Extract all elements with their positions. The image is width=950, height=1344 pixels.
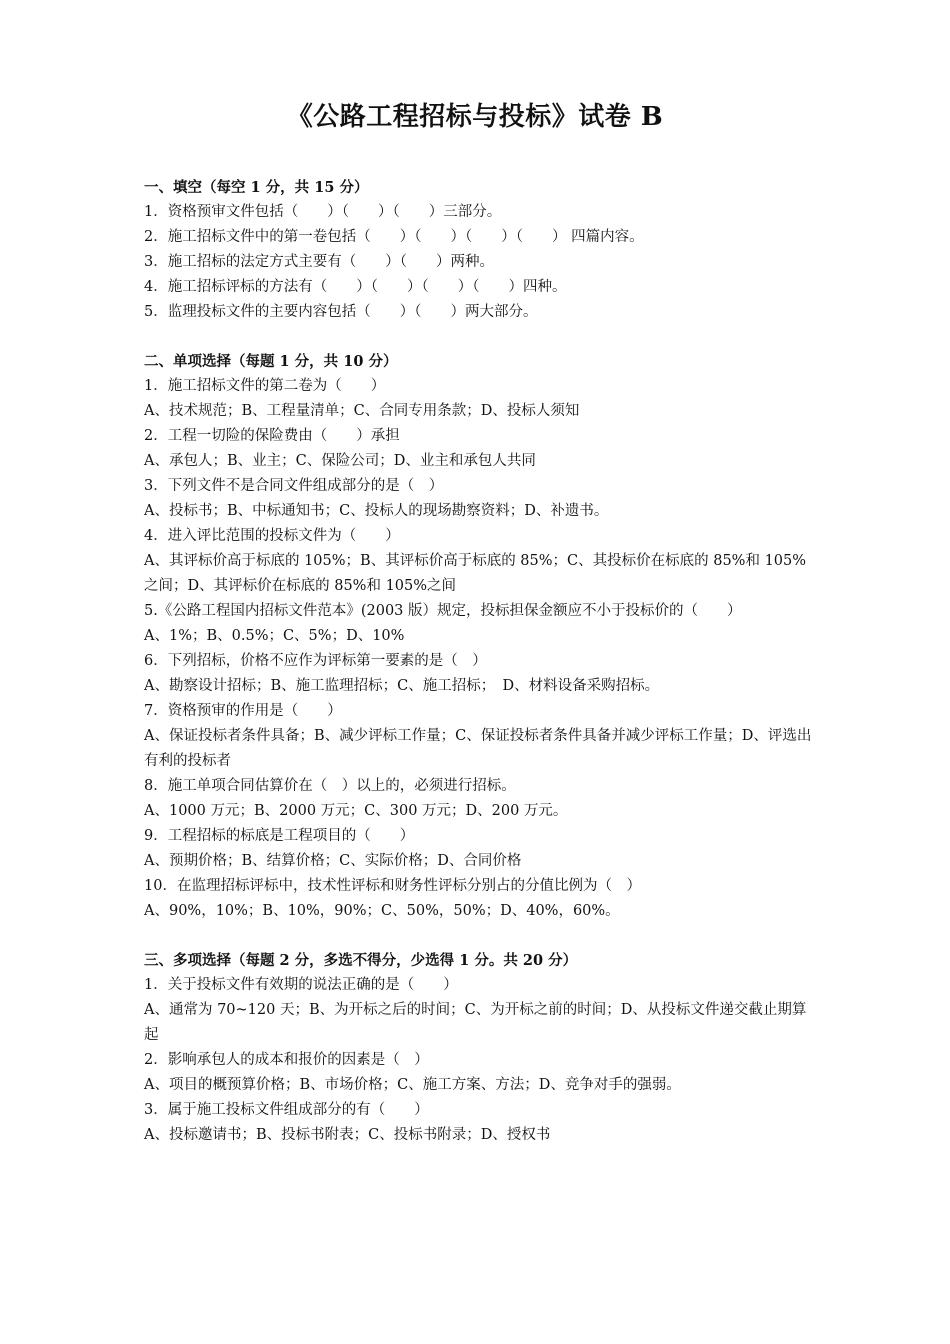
answer-options: A、1%；B、0.5%；C、5%；D、10% [144, 628, 405, 644]
answer-options: A、技术规范；B、工程量清单；C、合同专用条款；D、投标人须知 [144, 403, 580, 419]
question-line: 5．监理投标文件的主要内容包括（ ）（ ）两大部分。 [144, 304, 538, 320]
section-heading: 二、单项选择（每题 1 分，共 10 分） [144, 353, 398, 370]
answer-options: A、通常为 70~120 天；B、为开标之后的时间；C、为开标之前的时间；D、从投标文件递交截止期算起 [144, 1002, 807, 1043]
answer-options: A、承包人；B、业主；C、保险公司；D、业主和承包人共同 [144, 453, 536, 469]
question-line: 3．施工招标的法定方式主要有（ ）（ ）两种。 [144, 254, 494, 270]
answer-options: A、项目的概预算价格；B、市场价格；C、施工方案、方法；D、竞争对手的强弱。 [144, 1077, 681, 1093]
exam-content [144, 175, 816, 1148]
question-line: 9．工程招标的标底是工程项目的（ ） [144, 828, 415, 844]
answer-options: A、预期价格；B、结算价格；C、实际价格；D、合同价格 [144, 853, 522, 869]
section-fill-in-blank [144, 175, 816, 325]
section-single-choice [144, 349, 816, 924]
section-heading: 三、多项选择（每题 2 分，多选不得分，少选得 1 分。共 20 分） [144, 952, 578, 969]
question-line: 2．工程一切险的保险费由（ ）承担 [144, 428, 400, 444]
question-line: 5.《公路工程国内招标文件范本》(2003 版）规定，投标担保金额应不小于投标价的（ ） [144, 603, 742, 619]
question-line: 4．进入评比范围的投标文件为（ ） [144, 528, 400, 544]
question-line: 8．施工单项合同估算价在（ ）以上的，必须进行招标。 [144, 778, 516, 794]
question-line: 7．资格预审的作用是（ ） [144, 703, 342, 719]
answer-options: A、投标邀请书；B、投标书附表；C、投标书附录；D、授权书 [144, 1127, 551, 1143]
answer-options: A、其评标价高于标底的 105%；B、其评标价高于标底的 85%；C、其投标价在标底的 85%和 105%之间；D、其评标价在标底的 85%和 105%之间 [144, 553, 807, 594]
question-line: 1．关于投标文件有效期的说法正确的是（ ） [144, 977, 458, 993]
question-line: 3．属于施工投标文件组成部分的有（ ） [144, 1102, 429, 1118]
section-multiple-choice [144, 948, 816, 1148]
answer-options: A、勘察设计招标；B、施工监理招标；C、施工招标； D、材料设备采购招标。 [144, 678, 660, 694]
question-line: 2．施工招标文件中的第一卷包括（ ）（ ）（ ）（ ） 四篇内容。 [144, 229, 644, 245]
question-line: 1．施工招标文件的第二卷为（ ） [144, 378, 386, 394]
answer-options: A、投标书；B、中标通知书；C、投标人的现场勘察资料；D、补遗书。 [144, 503, 609, 519]
answer-options: A、1000 万元；B、2000 万元；C、300 万元；D、200 万元。 [144, 803, 568, 819]
exam-title: 《公路工程招标与投标》试卷 B [286, 102, 664, 132]
question-line: 2．影响承包人的成本和报价的因素是（ ） [144, 1052, 429, 1068]
question-line: 1．资格预审文件包括（ ）（ ）（ ）三部分。 [144, 204, 502, 220]
answer-options: A、保证投标者条件具备；B、减少评标工作量；C、保证投标者条件具备并减少评标工作量；D、评选出有利的投标者 [144, 728, 812, 769]
question-line: 4．施工招标评标的方法有（ ）（ ）（ ）（ ）四种。 [144, 279, 567, 295]
question-line: 3．下列文件不是合同文件组成部分的是（ ） [144, 478, 444, 494]
question-line: 6．下列招标，价格不应作为评标第一要素的是（ ） [144, 653, 487, 669]
section-heading: 一、填空（每空 1 分，共 15 分） [144, 179, 369, 196]
answer-options: A、90%，10%；B、10%，90%；C、50%，50%；D、40%，60%。 [144, 903, 620, 919]
question-line: 10．在监理招标评标中，技术性评标和财务性评标分别占的分值比例为（ ） [144, 878, 641, 894]
